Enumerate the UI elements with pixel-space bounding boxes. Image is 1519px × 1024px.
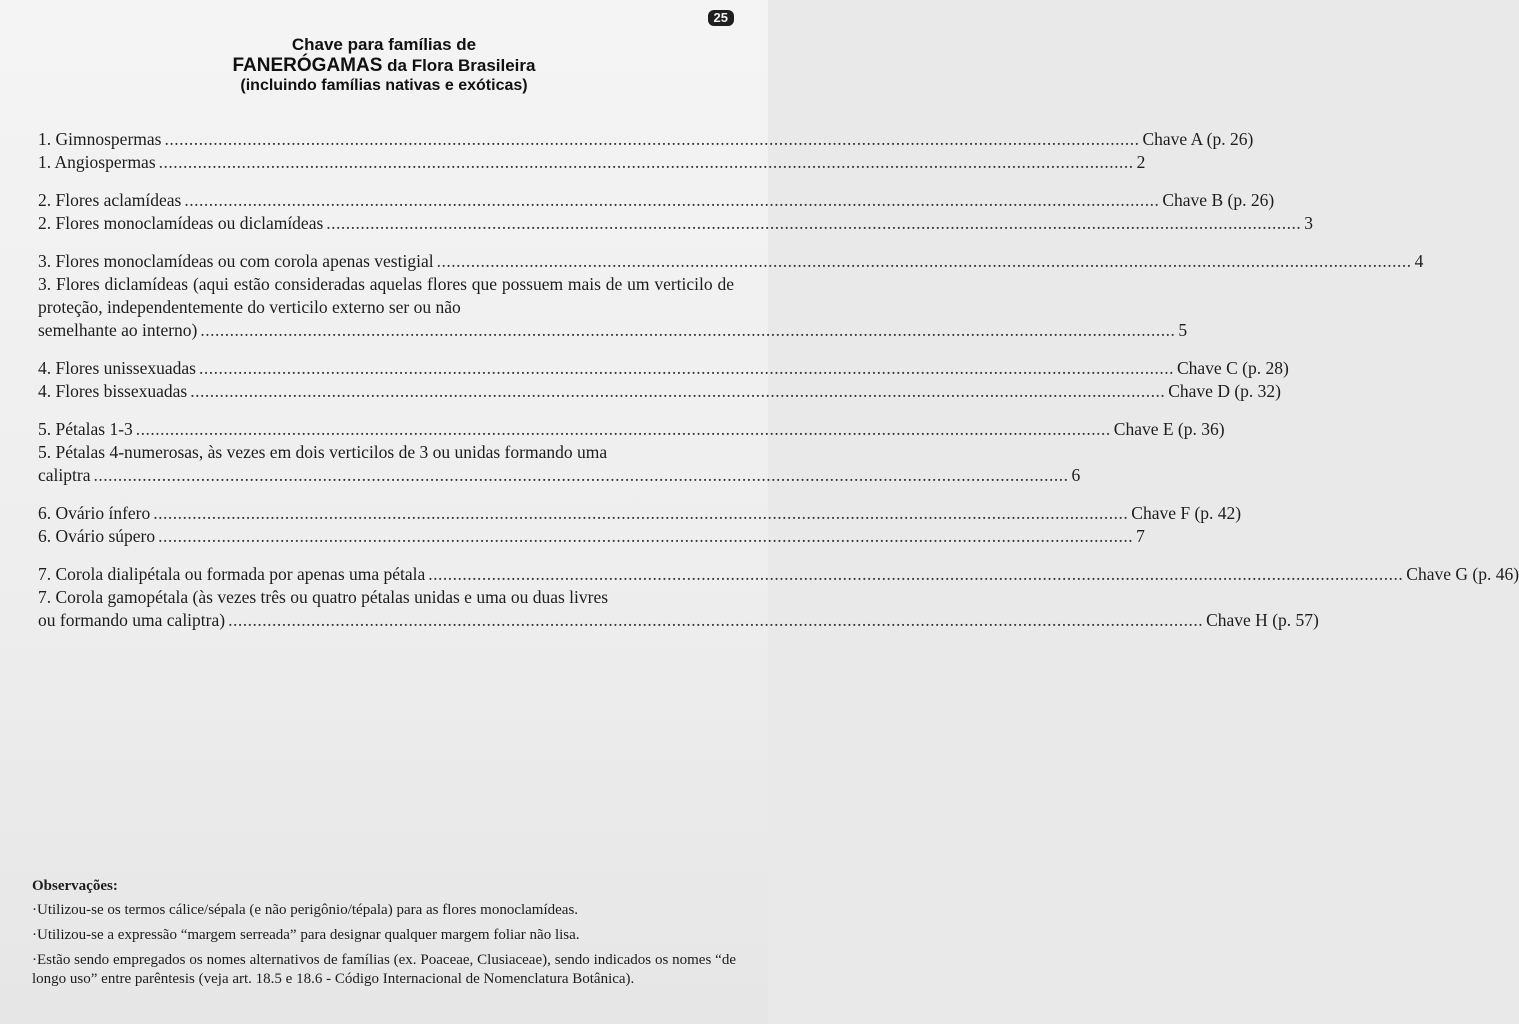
key-entry <box>38 441 1081 487</box>
dot-leader: ........................................................................................................................................................................................................ <box>436 251 1412 271</box>
key-entry-text: 2. Flores aclamídeas <box>38 190 182 210</box>
key-entry-destination: Chave A (p. 26) <box>1142 129 1254 149</box>
key-entry <box>38 189 1275 212</box>
key-entry <box>38 273 1188 342</box>
key-entry-destination: 7 <box>1136 526 1145 546</box>
key-entry <box>38 563 1519 586</box>
key-entry-row <box>38 525 1145 548</box>
title-line-2 <box>0 55 768 76</box>
key-entry <box>38 151 1146 174</box>
page-subtitle: (incluindo famílias nativas e exóticas) <box>240 77 528 94</box>
dot-leader: ........................................................................................................................................................................................................ <box>198 358 1174 378</box>
key-entry-destination: Chave E (p. 36) <box>1113 419 1225 439</box>
observation-item: ·Estão sendo empregados os nomes alternativos de famílias (ex. Poaceae, Clusiaceae), sendo indicados os nomes “de longo uso” entre parêntesis (veja art. 18.5 e 18.6 - Código Internacional de Nomenclatura Botânica). <box>32 952 736 987</box>
dot-leader: ........................................................................................................................................................................................................ <box>164 129 1140 149</box>
key-couplet <box>38 357 1289 403</box>
dot-leader: ........................................................................................................................................................................................................ <box>228 610 1204 630</box>
key-entry-destination: Chave D (p. 32) <box>1168 381 1281 401</box>
dot-leader: ........................................................................................................................................................................................................ <box>200 320 1176 340</box>
key-entry-lead-text: 5. Pétalas 4-numerosas, às vezes em dois verticilos de 3 ou unidas formando uma <box>38 442 608 462</box>
key-entry-text: 3. Flores monoclamídeas ou com corola apenas vestigial <box>38 251 434 271</box>
observation-item: ·Utilizou-se a expressão “margem serreada” para designar qualquer margem foliar não lisa. <box>32 927 580 943</box>
key-entry-text: 1. Gimnospermas <box>38 129 162 149</box>
key-entry-text: 6. Ovário ínfero <box>38 503 151 523</box>
dot-leader: ........................................................................................................................................................................................................ <box>428 564 1404 584</box>
key-entry-row <box>38 250 1424 273</box>
key-entry <box>38 128 1254 151</box>
key-couplet <box>38 563 1519 632</box>
key-entry-text: 4. Flores bissexuadas <box>38 381 188 401</box>
key-entry <box>38 357 1289 380</box>
key-entry-row <box>38 464 1081 487</box>
page-number-badge: 25 <box>708 10 734 26</box>
key-entry <box>38 586 1319 632</box>
key-entry-text: 1. Angiospermas <box>38 152 156 172</box>
key-entry-text: 6. Ovário súpero <box>38 526 156 546</box>
key-entry-text: 5. Pétalas 1-3 <box>38 419 133 439</box>
key-entry-text: ou formando uma caliptra) <box>38 610 226 630</box>
key-entry-lead-text: 7. Corola gamopétala (às vezes três ou quatro pétalas unidas e uma ou duas livres <box>38 587 609 607</box>
dot-leader: ........................................................................................................................................................................................................ <box>135 419 1111 439</box>
observations <box>32 876 736 995</box>
key-couplet <box>38 418 1225 487</box>
key-entry-lead-text: 3. Flores diclamídeas (aqui estão consideradas aquelas flores que possuem mais de um verticilo de proteção, independentemente do verticilo externo ser ou não <box>38 274 734 317</box>
key-entry-text: caliptra <box>38 465 91 485</box>
dot-leader: ........................................................................................................................................................................................................ <box>153 503 1129 523</box>
key-couplet <box>38 250 1424 342</box>
key-entry-destination: 2 <box>1136 152 1146 172</box>
key-entry-row <box>38 380 1281 403</box>
key-entry-destination: Chave H (p. 57) <box>1206 610 1319 630</box>
key-entry <box>38 418 1225 441</box>
key-entry-text: 2. Flores monoclamídeas ou diclamídeas <box>38 213 324 233</box>
key-couplet <box>38 128 1254 174</box>
key-entry-destination: 5 <box>1178 320 1188 340</box>
dot-leader: ........................................................................................................................................................................................................ <box>184 190 1160 210</box>
key-entry-destination: Chave F (p. 42) <box>1131 503 1242 523</box>
observation-item: ·Utilizou-se os termos cálice/sépala (e não perigônio/tépala) para as flores monoclamídeas. <box>32 902 579 918</box>
dot-leader: ........................................................................................................................................................................................................ <box>326 213 1302 233</box>
key-entry-row <box>38 319 1188 342</box>
key-couplet <box>38 189 1314 235</box>
key-entry-row <box>38 418 1225 441</box>
dot-leader: ........................................................................................................................................................................................................ <box>190 381 1166 401</box>
key-entry-destination: 6 <box>1071 465 1081 485</box>
key-entry-destination: Chave C (p. 28) <box>1176 358 1289 378</box>
dot-leader: ........................................................................................................................................................................................................ <box>158 526 1134 546</box>
key-entry-row <box>38 212 1314 235</box>
key-entry <box>38 525 1145 548</box>
key-entry-row <box>38 609 1319 632</box>
key-entry <box>38 502 1242 525</box>
key-entry-row <box>38 357 1289 380</box>
key-entry-row <box>38 128 1254 151</box>
dot-leader: ........................................................................................................................................................................................................ <box>93 465 1069 485</box>
page-title <box>0 34 768 96</box>
title-emphasis: FANERÓGAMAS <box>232 55 383 76</box>
key-entry-row <box>38 502 1242 525</box>
key-entry-destination: 4 <box>1414 251 1424 271</box>
key-entry <box>38 380 1281 403</box>
key-entry-row <box>38 189 1275 212</box>
key-entry-destination: Chave G (p. 46) <box>1406 564 1519 584</box>
key-entry-text: 7. Corola dialipétala ou formada por apenas uma pétala <box>38 564 426 584</box>
key-entry-destination: 3 <box>1304 213 1314 233</box>
key-entry <box>38 212 1314 235</box>
key-entry-text: 4. Flores unissexuadas <box>38 358 196 378</box>
key-entry-row <box>38 563 1519 586</box>
key-entry-text: semelhante ao interno) <box>38 320 198 340</box>
key-couplet <box>38 502 1242 548</box>
dot-leader: ........................................................................................................................................................................................................ <box>158 152 1134 172</box>
key-entry-row <box>38 151 1146 174</box>
observations-title: Observações: <box>32 878 118 894</box>
key-entry-destination: Chave B (p. 26) <box>1162 190 1275 210</box>
title-line-1: Chave para famílias de <box>291 35 477 54</box>
key-entry <box>38 250 1424 273</box>
title-rest: da Flora Brasileira <box>382 56 536 75</box>
identification-key <box>38 128 1519 647</box>
